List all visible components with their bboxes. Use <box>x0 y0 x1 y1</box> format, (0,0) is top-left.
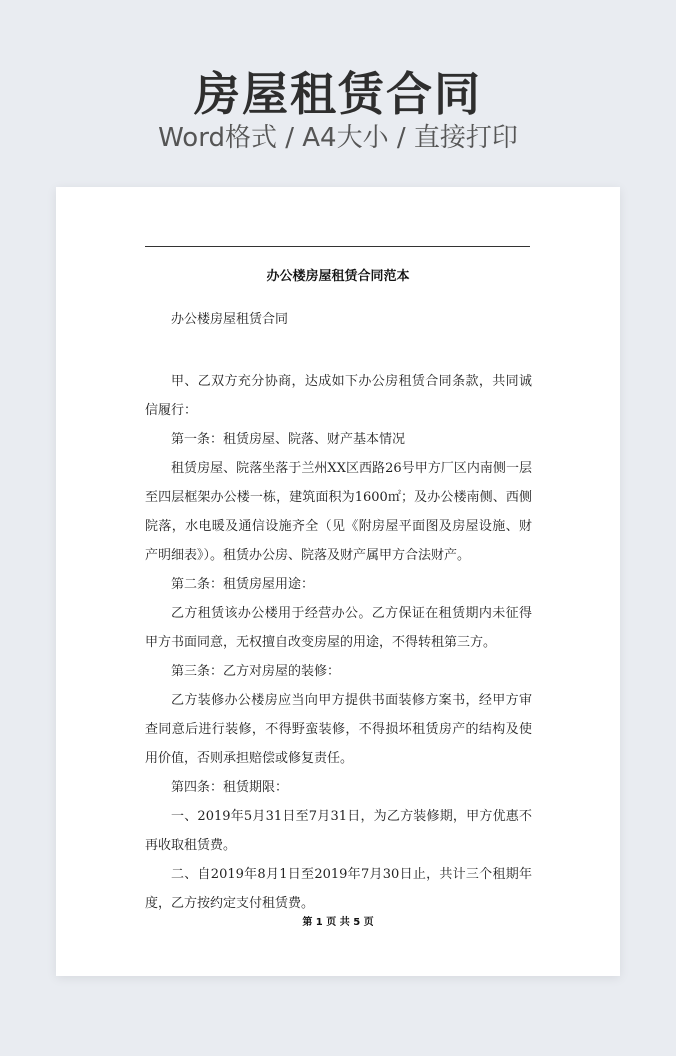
document-page <box>56 187 620 976</box>
paragraph-intro: 甲、乙双方充分协商，达成如下办公房租赁合同条款，共同诚信履行： <box>145 374 532 418</box>
document-body <box>145 305 532 918</box>
clause-1-text: 租赁房屋、院落坐落于兰州XX区西路26号甲方厂区内南侧一层至四层框架办公楼一栋，建筑面积为1600㎡；及办公楼南侧、西侧院落，水电暖及通信设施齐全（见《附房屋平面图及房屋设施、财产明细表》）。租赁办公房、院落及财产属甲方合法财产。 <box>145 461 532 563</box>
clause-4-item-1: 一、2019年5月31日至7月31日，为乙方装修期，甲方优惠不再收取租赁费。 <box>145 809 532 853</box>
banner-subtitle: Word格式 / A4大小 / 直接打印 <box>158 123 518 153</box>
document-title: 办公楼房屋租赁合同范本 <box>266 269 410 284</box>
clause-2-text: 乙方租赁该办公楼用于经营办公。乙方保证在租赁期内未征得甲方书面同意，无权擅自改变房屋的用途，不得转租第三方。 <box>145 606 532 650</box>
clause-4-heading: 第四条：租赁期限： <box>171 780 289 795</box>
page-number: 第 1 页 共 5 页 <box>302 917 374 928</box>
clause-3-text: 乙方装修办公楼房应当向甲方提供书面装修方案书，经甲方审查同意后进行装修，不得野蛮装修，不得损坏租赁房产的结构及使用价值，否则承担赔偿或修复责任。 <box>145 693 532 766</box>
clause-1-heading: 第一条：租赁房屋、院落、财产基本情况 <box>171 432 406 447</box>
clause-3-heading: 第三条：乙方对房屋的装修： <box>171 664 341 679</box>
paragraph-heading: 办公楼房屋租赁合同 <box>171 312 289 327</box>
clause-4-item-2: 二、自2019年8月1日至2019年7月30日止，共计三个租期年度，乙方按约定支付租赁费。 <box>145 867 532 911</box>
banner-title: 房屋租赁合同 <box>194 67 482 121</box>
header-rule <box>145 246 530 247</box>
clause-2-heading: 第二条：租赁房屋用途： <box>171 577 315 592</box>
